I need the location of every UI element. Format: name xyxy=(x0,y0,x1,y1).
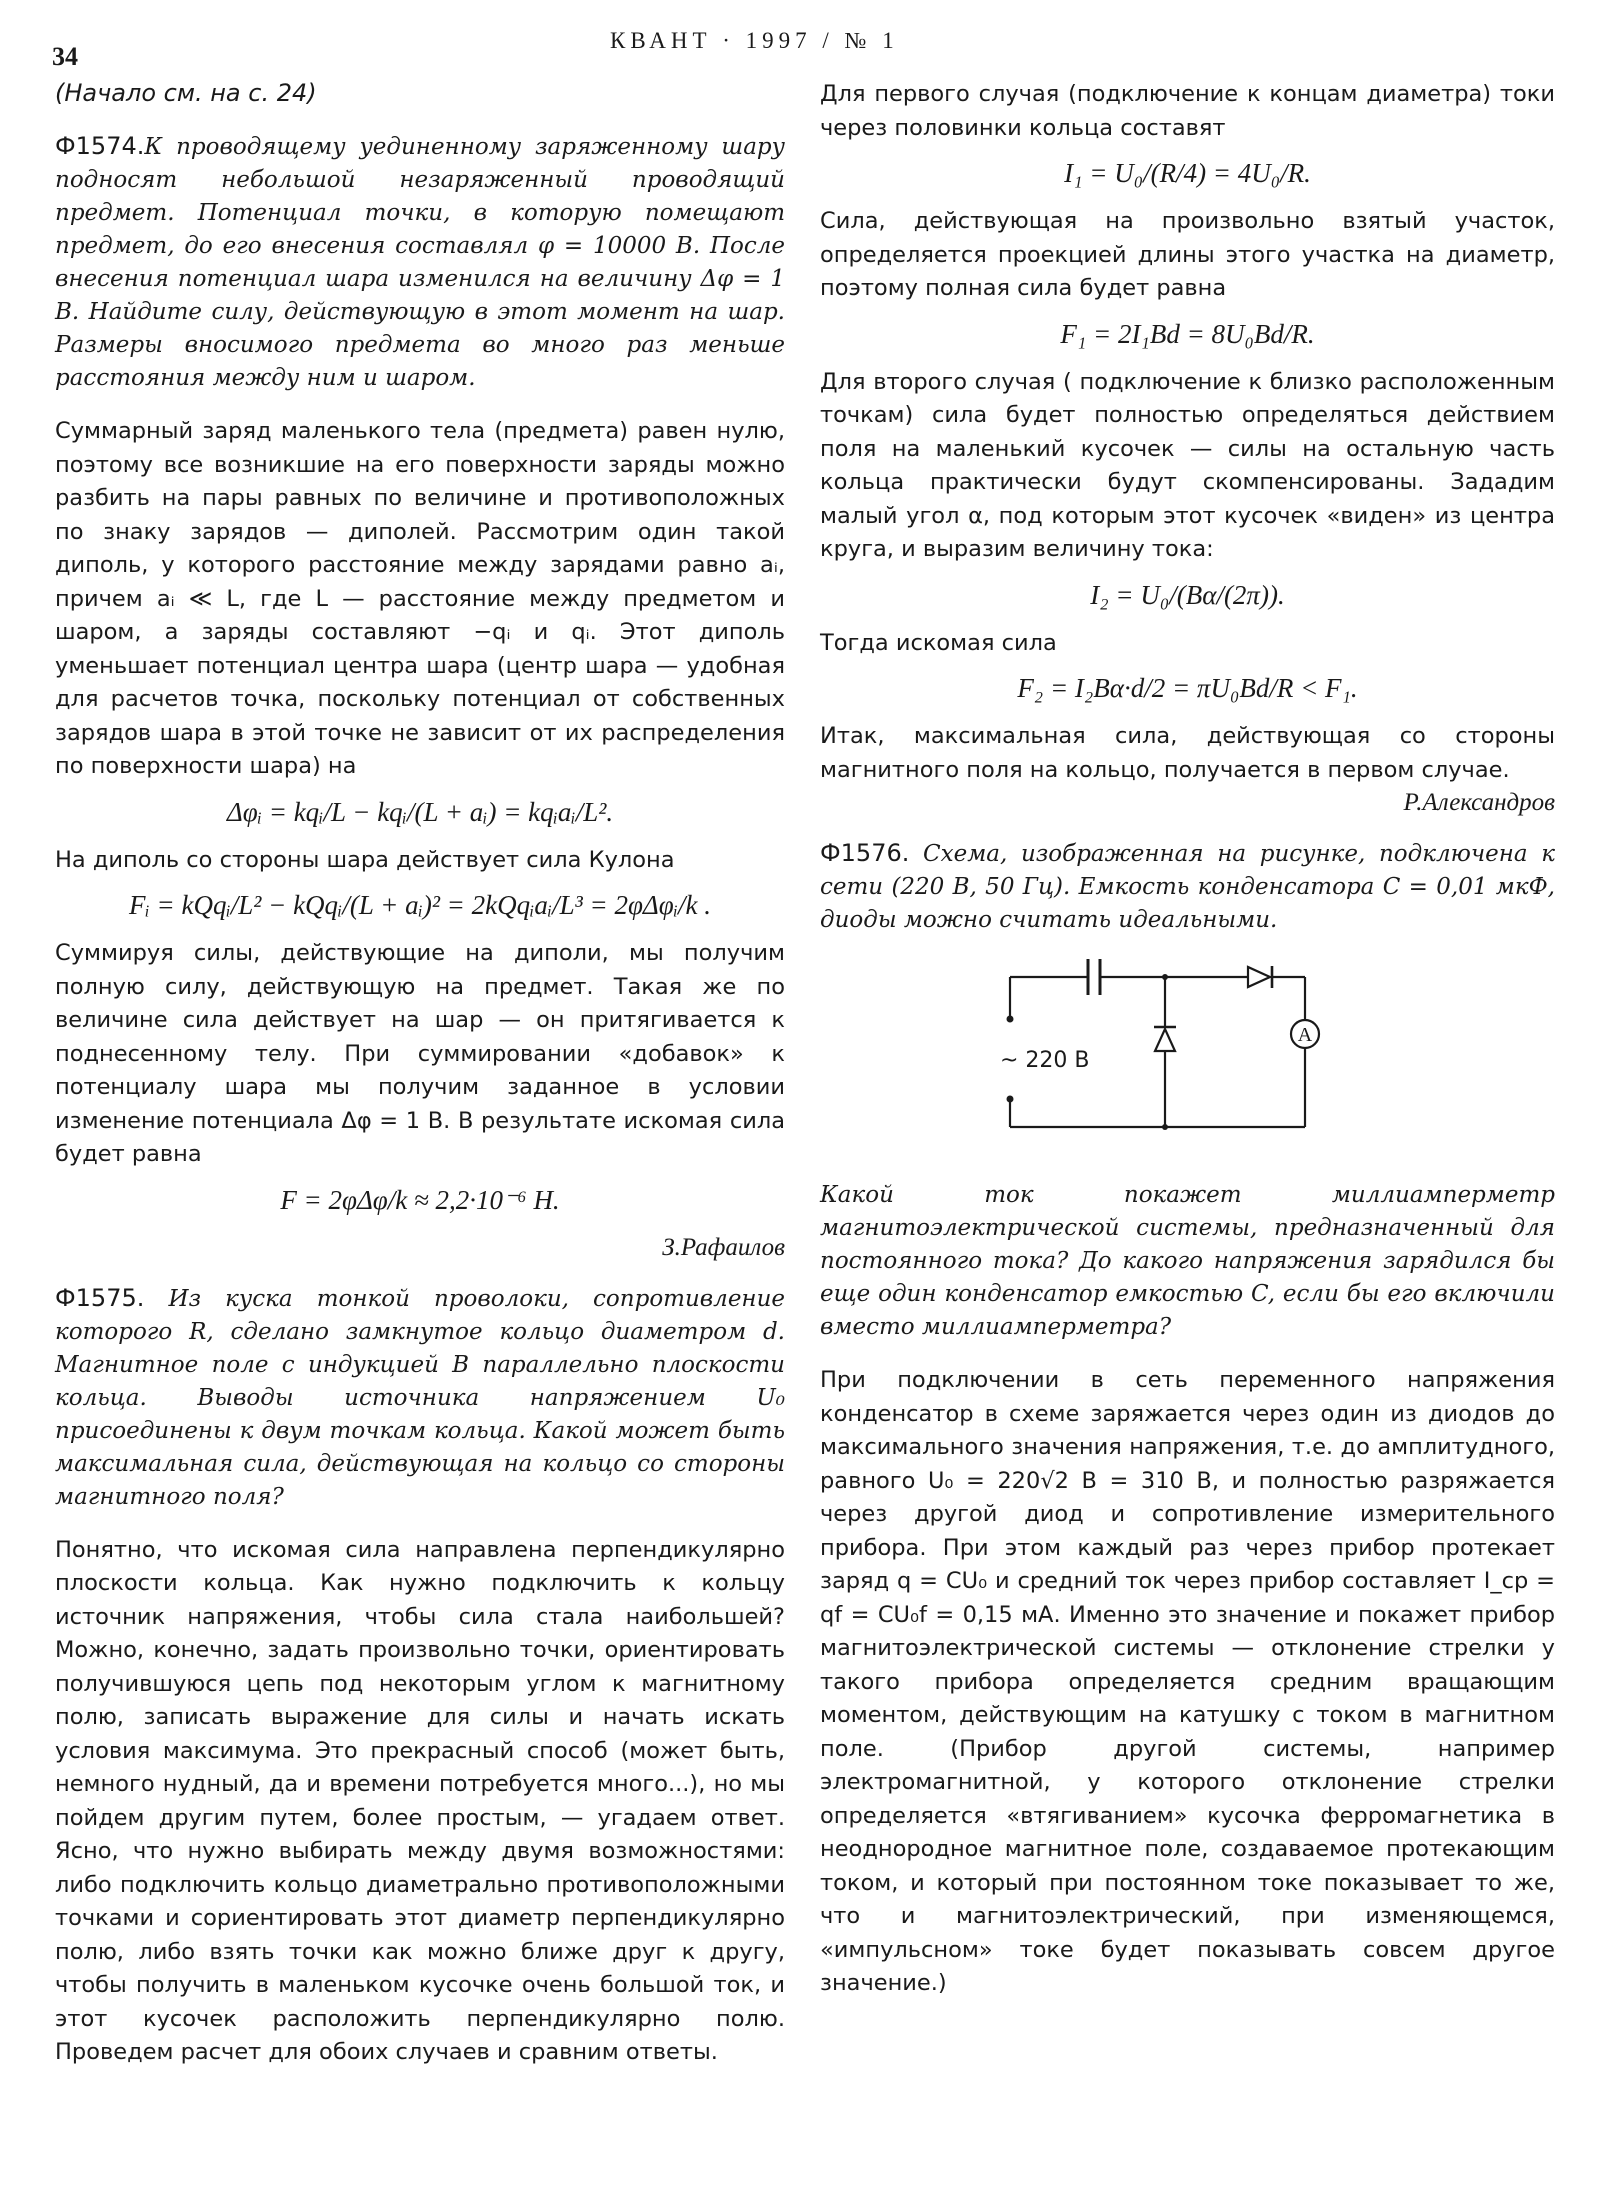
f1574-formula-3: F = 2φΔφ/k ≈ 2,2·10⁻⁶ Н. xyxy=(280,1184,560,1215)
f1575-cont-paragraph-5: Итак, максимальная сила, действующая со стороны магнитного поля на кольцо, получается в первом случае. xyxy=(820,723,1555,783)
f1575-cont-paragraph-4: Тогда искомая сила xyxy=(820,629,1057,656)
f1574-solution-paragraph-1: Суммарный заряд маленького тела (предмета) равен нулю, поэтому все возникшие на его поверхности заряды можно разбить на пары равных по величине и противоположных по знаку зарядов — диполей. Рассмотрим один такой диполь, у которого расстояние между зарядами равно aᵢ, причем aᵢ ≪ L, где L — расстояние между предметом и шаром, а заряды составляют −qᵢ и qᵢ. Этот диполь уменьшает потенциал центра шара (центр шара — удобная для расчетов точка, поскольку потенциал от собственных зарядов шара в этой точке не зависит от их распределения по поверхности шара) на xyxy=(55,418,785,779)
f1574-solution-paragraph-3: Суммируя силы, действующие на диполи, мы получим полную силу, действующую на предмет. Такая же по величине сила действует на шар — он притягивается к поднесенному телу. При суммировании «добавок» к потенциалу шара мы получим заданное в условии изменение потенциала Δφ = 1 В. В результате искомая сила будет равна xyxy=(55,940,785,1167)
f1575-formula-4: F₂ = I₂Bα·d/2 = πU₀Bd/R < F₁. xyxy=(1017,673,1358,703)
problem-f1576-text: Схема, изображенная на рисунке, подключена к сети (220 В, 50 Гц). Емкость конденсатора C = 0,01 мкФ, диоды можно считать идеальными. xyxy=(820,841,1555,933)
problem-f1576-question: Какой ток покажет миллиамперметр магнитоэлектрической системы, предназначенный для постоянного тока? До какого напряжения зарядился бы еще один конденсатор емкостью C, если бы его включили вместо миллиамперметра? xyxy=(820,1182,1555,1340)
f1574-solution-paragraph-2: На диполь со стороны шара действует сила Кулона xyxy=(55,846,675,873)
source-terminal-bottom xyxy=(1007,1096,1014,1103)
circuit-diagram xyxy=(990,949,1410,1169)
problem-f1574-statement xyxy=(55,130,785,395)
problem-id-f1575: Ф1575. xyxy=(55,1283,145,1312)
f1576-solution-paragraph: При подключении в сеть переменного напряжения конденсатор в схеме заряжается через один из диодов до максимального значения напряжения, т.е. до амплитудного, равного U₀ = 220√2 В = 310 В, и полностью разряжается через другой диод и сопротивление измерительного прибора. При этом каждый раз через прибор протекает заряд q = CU₀ и средний ток через прибор составляет I_ср = qf = CU₀f = 0,15 мА. Именно это значение и покажет прибор магнитоэлектрической системы — отклонение стрелки у такого прибора определяется средним вращающим моментом, действующим на катушку с током в магнитном поле. (Прибор другой системы, например электромагнитной, у которого отклонение стрелки определяется «втягиванием» кусочка ферромагнетика в неоднородное магнитное поле, создаваемое протекающим током, и который при постоянном токе показывает то же, что и магнитоэлектрический, при изменяющемся, «импульсном» токе будет показывать совсем другое значение.) xyxy=(820,1367,1555,1996)
left-column xyxy=(55,78,785,2070)
diode-middle-triangle xyxy=(1155,1029,1175,1051)
right-column xyxy=(820,78,1555,2001)
problem-id-f1576: Ф1576. xyxy=(820,839,910,867)
f1575-solution-paragraph-1: Понятно, что искомая сила направлена перпендикулярно плоскости кольца. Как нужно подключить к кольцу источник напряжения, чтобы сила стала наибольшей? Можно, конечно, задать произвольно точки, ориентировать получившуюся цепь под некоторым углом к магнитному полю, записать выражение для силы и начать искать условия максимума. Это прекрасный способ (может быть, немного нудный, да и времени потребуется много...), но мы пойдем другим путем, более простым, — угадаем ответ. Ясно, что нужно выбирать между двумя возможностями: либо подключить кольцо диаметрально противоположными точками и сориентировать этот диаметр перпендикулярно полю, либо взять точки как можно ближе друг к другу, чтобы получить в маленьком кусочке очень большой ток, и этот кусочек расположить перпендикулярно полю. Проведем расчет для обоих случаев и сравним ответы. xyxy=(55,1536,785,2065)
junction-bottom xyxy=(1162,1124,1168,1130)
f1575-formula-1: I₁ = U₀/(R/4) = 4U₀/R. xyxy=(1064,158,1311,188)
source-terminal-top xyxy=(1007,1016,1014,1023)
f1575-formula-2: F₁ = 2I₁Bd = 8U₀Bd/R. xyxy=(1060,318,1315,349)
page-number: 34 xyxy=(52,42,78,71)
f1575-cont-paragraph-2: Сила, действующая на произвольно взятый участок, определяется проекцией длины этого участка на диаметр, поэтому полная сила будет равна xyxy=(820,208,1555,301)
f1574-formula-2: Fᵢ = kQqᵢ/L² − kQqᵢ/(L + aᵢ)² = 2kQqᵢaᵢ/L³ = 2φΔφᵢ/k . xyxy=(129,890,711,920)
problem-f1575-statement xyxy=(55,1282,785,1514)
problem-f1575-text: Из куска тонкой проволоки, сопротивление которого R, сделано замкнутое кольцо диаметром d. Магнитное поле с индукцией B параллельно плоскости кольца. Выводы источника напряжением U₀ присоединены к двум точкам кольца. Какой может быть максимальная сила, действующая на кольцо со стороны магнитного поля? xyxy=(55,1285,786,1510)
problem-f1576-statement xyxy=(820,837,1555,937)
continued-note: (Начало см. на с. 24) xyxy=(55,79,317,107)
f1575-formula-3: I₂ = U₀/(Bα/(2π)). xyxy=(1090,579,1285,610)
running-head: КВАНТ · 1997 / № 1 xyxy=(610,28,899,53)
f1574-author: З.Рафаилов xyxy=(662,1233,785,1261)
f1574-formula-1: Δφᵢ = kqᵢ/L − kqᵢ/(L + aᵢ) = kqᵢaᵢ/L². xyxy=(226,796,614,827)
f1575-author: Р.Александров xyxy=(1403,789,1555,816)
circuit-svg xyxy=(990,949,1410,1169)
diode-top-triangle xyxy=(1248,967,1270,987)
problem-id-f1574: Ф1574. xyxy=(55,132,145,160)
problem-f1574-text: К проводящему уединенному заряженному шару подносят небольшой незаряженный проводящий предмет. Потенциал точки, в которую помещают предмет, до его внесения составлял φ = 10000 В. После внесения потенциал шара изменился на величину Δφ = 1 В. Найдите силу, действующую в этот момент на шар. Размеры вносимого предмета во много раз меньше расстояния между ним и шаром. xyxy=(55,134,785,391)
f1575-cont-paragraph-1: Для первого случая (подключение к концам диаметра) токи через половинки кольца составят xyxy=(820,81,1555,141)
source-label: ~ 220 В xyxy=(1000,1048,1090,1073)
junction-top xyxy=(1162,974,1168,980)
ammeter-label: A xyxy=(1297,1024,1313,1046)
f1575-cont-paragraph-3: Для второго случая ( подключение к близко расположенным точкам) сила будет полностью определяться действием поля на маленький кусочек — силы на остальную часть кольца практически будут скомпенсированы. Зададим малый угол α, под которым этот кусочек «виден» из центра круга, и выразим величину тока: xyxy=(820,368,1555,562)
